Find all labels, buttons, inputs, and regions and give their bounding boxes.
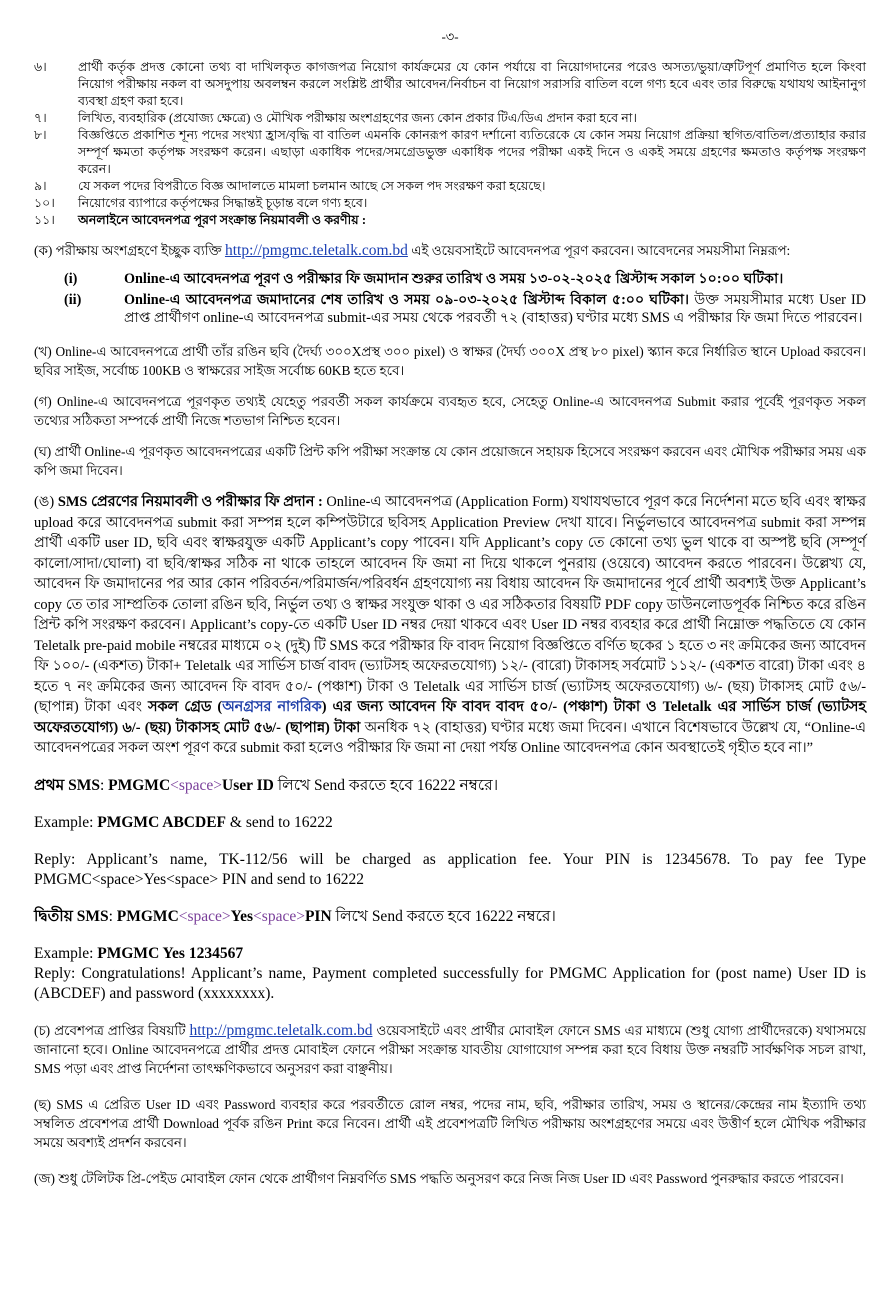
first-sms-label: প্রথম SMS [34, 776, 100, 794]
yes-token: Yes [230, 907, 254, 925]
example-text: PMGMC ABCDEF [97, 813, 227, 831]
cha-text-after: ওয়েবসাইটে এবং প্রার্থীর মোবাইল ফোনে SMS এর মাধ্যমে (শুধু যোগ্য প্রার্থীদেরকে) যথাসময়ে জানানো হবে। Online আবেদনপত্রে প্রার্থীর প্রদত্ত মোবাইল ফোনে পরীক্ষা সংক্রান্ত যাবতীয় যোগাযোগ সম্পন্ন করা হবে বিধায় উক্ত নম্বরটি সার্বক্ষণিক সচল রাখা, SMS পড়া এবং প্রাপ্ত নির্দেশনা তাৎক্ষণিকভাবে অনুসরণ করা বাঞ্ছনীয়। [34, 1022, 866, 1076]
rule-number: ৯। [34, 179, 47, 193]
second-sms [34, 907, 866, 927]
second-sms-label: দ্বিতীয় SMS [34, 907, 109, 925]
space-token: <space> [178, 907, 231, 925]
pin-token: PIN [304, 907, 332, 925]
rule-item [34, 195, 866, 212]
rule-text: বিজ্ঞপ্তিতে প্রকাশিত শূন্য পদের সংখ্যা হ্রাস/বৃদ্ধি বা বাতিল এমনকি কোনরূপ কারণ দর্শানো ব্যতিরেকে যে কোন সময় নিয়োগ প্রক্রিয়া স্থগিত/বাতিল/প্রত্যাহার করার সম্পূর্ণ ক্ষমতা কর্তৃপক্ষ সংরক্ষণ করেন। এছাড়া একাধিক পদের/সমগ্রেডভুক্ত একাধিক পদের পরীক্ষা একই দিনে ও একই সময়ে গ্রহণের ক্ষমতাও কর্তৃপক্ষ সংরক্ষণ করেন। [78, 128, 866, 176]
second-sms-tail: লিখে Send করতে হবে 16222 নম্বরে। [331, 907, 556, 925]
schedule-start: Online-এ আবেদনপত্র পূরণ ও পরীক্ষার ফি জমাদান শুরুর তারিখ ও সময় ১৩-০২-২০২৫ খ্রিস্টাব্দ সকাল ১০:০০ ঘটিকা। [124, 271, 784, 287]
rule-item [34, 59, 866, 110]
rule-text: প্রার্থী কর্তৃক প্রদত্ত কোনো তথ্য বা দাখিলকৃত কাগজপত্র নিয়োগ কার্যক্রমের যে কোন পর্যায়ে বা নিয়োগদানের পরেও অসত্য/ভুয়া/ত্রুটিপূর্ণ প্রমাণিত হলে কিংবা নিয়োগ পরীক্ষায় নকল বা অসদুপায় অবলম্বন করলে সংশ্লিষ্ট প্রার্থীর আবেদন/নির্বাচন বা নিয়োগ সরাসরি বাতিল বলে গণ্য হবে এবং তার বিরুদ্ধে যথাযথ আইনানুগ ব্যবস্থা গ্রহণ করা হবে। [78, 60, 866, 108]
rule-text: যে সকল পদের বিপরীতে বিজ্ঞ আদালতে মামলা চলমান আছে সে সকল পদ সংরক্ষণ করা হয়েছে। [78, 179, 546, 193]
ka-text-after: এই ওয়েবসাইটে আবেদনপত্র পূরণ করবেন। আবেদনের সময়সীমা নিম্নরূপ: [407, 243, 791, 258]
schedule-number: (ii) [64, 292, 82, 308]
example-2 [34, 944, 866, 964]
schedule-list [64, 270, 866, 327]
example-label: Example: [34, 944, 98, 962]
section-ga: (গ) Online-এ আবেদনপত্রে পূরণকৃত তথ্যই যেহেতু পরবর্তী সকল কার্যক্রমে ব্যবহৃত হবে, সেহেতু Online-এ আবেদনপত্র Submit করার পূর্বেই পূরণকৃত সকল তথ্যের সঠিকতা সম্পর্কে প্রার্থী নিজে শতভাগ নিশ্চিত হবেন। [34, 394, 866, 428]
colon: : [99, 776, 109, 794]
rule-number: ৮। [34, 128, 47, 142]
schedule-end: Online-এ আবেদনপত্র জমাদানের শেষ তারিখ ও সময় ০৯-০৩-২০২৫ খ্রিস্টাব্দ বিকাল ৫:০০ ঘটিকা। [124, 292, 690, 308]
rule-text: লিখিত, ব্যবহারিক (প্রযোজ্য ক্ষেত্রে) ও মৌখিক পরীক্ষায় অংশগ্রহণের জন্য কোন প্রকার টিএ/ডিএ প্রদান করা হবে না। [78, 111, 637, 125]
section-kha: (খ) Online-এ আবেদনপত্রে প্রার্থী তাঁর রঙিন ছবি (দৈর্ঘ্য ৩০০Xপ্রস্থ ৩০০ pixel) ও স্বাক্ষর (দৈর্ঘ্য ৩০০X প্রস্থ ৮০ pixel) স্ক্যান করে নির্ধারিত স্থানে Upload করবেন। ছবির সাইজ, সর্বোচ্চ 100KB ও স্বাক্ষরের সাইজ সর্বোচ্চ 60KB হতে হবে। [34, 344, 866, 378]
reply-1: Reply: Applicant’s name, TK-112/56 will be charged as application fee. Your PIN is 12345678. To pay fee Type PMGMC<space>Yes<space> PIN and send to 16222 [34, 850, 866, 888]
rule-number: ৭। [34, 111, 47, 125]
space-token: <space> [170, 776, 223, 794]
schedule-item [64, 270, 866, 288]
sms-code: PMGMC [116, 907, 179, 925]
teletalk-link[interactable]: http://pmgmc.teletalk.com.bd [224, 242, 408, 259]
rule-number: ১১। [34, 213, 55, 227]
rule-item [34, 178, 866, 195]
section-ja: (জ) শুধু টেলিটক প্রি-পেইড মোবাইল ফোন থেকে প্রার্থীগণ নিম্নবর্ণিত SMS পদ্ধতি অনুসরণ করে নিজ নিজ User ID এবং Password পুনরুদ্ধার করতে পারবেন। [34, 1170, 844, 1186]
section-uma [34, 492, 866, 759]
schedule-rest: উক্ত সময়সীমার মধ্যে User ID প্রাপ্ত প্রার্থীগণ online-এ আবেদনপত্র submit-এর সময় থেকে পরবর্তী ৭২ (বাহাত্তর) ঘণ্টার মধ্যে SMS এ পরীক্ষার ফি জমা দিতে পারবেন। [124, 292, 866, 326]
sms-code: PMGMC [108, 776, 171, 794]
section-gha: (ঘ) প্রার্থী Online-এ পূরণকৃত আবেদনপত্রের একটি প্রিন্ট কপি পরীক্ষা সংক্রান্ত যে কোন প্রয়োজনে সহায়ক হিসেবে সংরক্ষণ করবেন এবং মৌখিক পরীক্ষার সময় এক কপি জমা দিবেন। [34, 444, 866, 478]
page-number: -৩- [441, 29, 459, 44]
schedule-number: (i) [64, 271, 78, 287]
rule-item [34, 110, 866, 127]
uma-bold-fee: ) এর জন্য আবেদন ফি বাবদ বাবদ ৫০/- (পঞ্চাশ) টাকা ও Teletalk এর সার্ভিস চার্জ (ভ্যাটসহ অফেরতযোগ্য) ৬/- (ছয়) টাকাসহ মোট ৫৬/- (ছাপান্ন) টাকা [34, 699, 866, 736]
rule-number: ৬। [34, 60, 47, 74]
user-id-token: User ID [222, 776, 274, 794]
colon: : [108, 907, 117, 925]
example-label: Example: [34, 813, 98, 831]
rule-text: নিয়োগের ব্যাপারে কর্তৃপক্ষের সিদ্ধান্তই চূড়ান্ত বলে গণ্য হবে। [78, 196, 368, 210]
rule-item [34, 127, 866, 178]
section-chha: (ছ) SMS এ প্রেরিত User ID এবং Password ব্যবহার করে পরবর্তীতে রোল নম্বর, পদের নাম, ছবি, পরীক্ষার তারিখ, সময় ও স্থানের/কেন্দ্রের নাম ইত্যাদি তথ্য সম্বলিত প্রবেশপত্র প্রার্থী Download পূর্বক রঙিন Print করে নিবেন। প্রার্থী এই প্রবেশপত্রটি লিখিত পরীক্ষায় অংশগ্রহণের সময়ে এবং উত্তীর্ণ হলে মৌখিক পরীক্ষার সময়ে অবশ্যই প্রদর্শন করবেন। [34, 1096, 866, 1150]
online-rules-heading: অনলাইনে আবেদনপত্র পূরণ সংক্রান্ত নিয়মাবলী ও করণীয় : [78, 213, 367, 227]
sms-rules-heading: SMS প্রেরণের নিয়মাবলী ও পরীক্ষার ফি প্রদান : [57, 494, 323, 510]
ka-text: (ক) পরীক্ষায় অংশগ্রহণে ইচ্ছুক ব্যক্তি [34, 243, 225, 258]
section-cha [34, 1021, 866, 1078]
cha-text: (চ) প্রবেশপত্র প্রাপ্তির বিষয়টি [34, 1022, 190, 1038]
uma-bold: সকল গ্রেড ( [147, 699, 223, 715]
rule-number: ১০। [34, 196, 55, 210]
uma-body: Online-এ আবেদনপত্র (Application Form) যথাযথভাবে পূরণ করে নির্দেশনা মতে ছবি এবং স্বাক্ষর upload করে আবেদনপত্র submit করা সম্পন্ন হলে কম্পিউটারে ছবিসহ Application Preview দেখা যাবে। নির্ভুলভাবে আবেদনপত্র submit করা সম্পন্ন প্রার্থী একটি user ID, ছবি এবং স্বাক্ষরযুক্ত একটি Applicant’s copy পাবেন। যদি Applicant’s copy তে কোনো তথ্য ভুল থাকে বা অস্পষ্ট ছবি (সম্পূর্ণ কালো/সাদা/ঘোলা) বা ছবি/স্বাক্ষর সঠিক না থাকে তাহলে আবেদন ফি জমা না দিয়ে থাকলে পুনরায় (ওয়েবে) আবেদন করতে পারবেন। উল্লেখ্য যে, আবেদন ফি জমাদানের পর আর কোন পরিবর্তন/পরিমার্জন/পরিবর্ধন গ্রহণযোগ্য নয় বিধায় আবেদন ফি জমাদানের পূর্বে প্রার্থী অবশ্যই উক্ত Applicant’s copy তে তার সাম্প্রতিক তোলা রঙিন ছবি, নির্ভুল তথ্য ও স্বাক্ষর সংযুক্ত থাকা ও এর সঠিকতার বিষয়টি PDF copy ডাউনলোডপূর্বক নিশ্চিত করে রঙিন প্রিন্ট কপি সংরক্ষণ করবেন। Applicant’s copy-তে একটি User ID নম্বর দেয়া থাকবে এবং User ID নম্বর ব্যবহার করে প্রার্থী নিম্নোক্ত পদ্ধতিতে যে কোন Teletalk pre-paid mobile নম্বরের মাধ্যমে ০২ (দুই) টি SMS করে পরীক্ষার ফি বাবদ নিয়োগ বিজ্ঞপ্তিতে বর্ণিত ছকের ১ হতে ৩ নং ক্রমিকের জন্য আবেদন ফি ১০০/- (একশত) টাকা+ Teletalk এর সার্ভিস চার্জ বাবদ (ভ্যাটসহ অফেরতযোগ্য) ১২/- (বারো) টাকাসহ সর্বমোট ১১২/- (একশত বারো) টাকা এবং ৪ হতে ৭ নং ক্রমিকের জন্য আবেদন ফি বাবদ ৫০/- (পঞ্চাশ) টাকা ও Teletalk এর সার্ভিস চার্জ (ভ্যাটসহ অফেরতযোগ্য) ৬/- (ছয়) টাকাসহ মোট ৫৬/- (ছাপান্ন) টাকা এবং [34, 494, 866, 715]
uma-body-end: অনধিক ৭২ (বাহাত্তর) ঘণ্টার মধ্যে জমা দিবেন। এখানে বিশেষভাবে উল্লেখ যে, “Online-এ আবেদনপত্রের সকল অংশ পূরণ করে submit করা হলেও পরীক্ষার ফি জমা না দেয়া পর্যন্ত Online আবেদনপত্র কোন অবস্থাতেই গৃহীত হবে না।” [34, 719, 866, 756]
section-ka [34, 241, 866, 260]
first-sms [34, 776, 866, 796]
schedule-item [64, 291, 866, 327]
teletalk-link[interactable]: http://pmgmc.teletalk.com.bd [189, 1021, 373, 1039]
rule-item [34, 212, 866, 229]
uma-prefix: (ঙ) [34, 494, 58, 510]
example-tail: & send to 16222 [226, 813, 333, 831]
uma-highlight: অনগ্রসর নাগরিক [222, 699, 322, 715]
reply-2: Reply: Congratulations! Applicant’s name, Payment completed successfully for PMGMC Application for (post name) User ID is (ABCDEF) and password (xxxxxxxx). [34, 964, 866, 1002]
first-sms-tail: লিখে Send করতে হবে 16222 নম্বরে। [273, 776, 499, 794]
space-token: <space> [253, 907, 305, 925]
example-text: PMGMC Yes 1234567 [97, 944, 244, 962]
document-page [34, 28, 866, 1188]
example-1 [34, 813, 866, 833]
rules-list [34, 59, 866, 229]
